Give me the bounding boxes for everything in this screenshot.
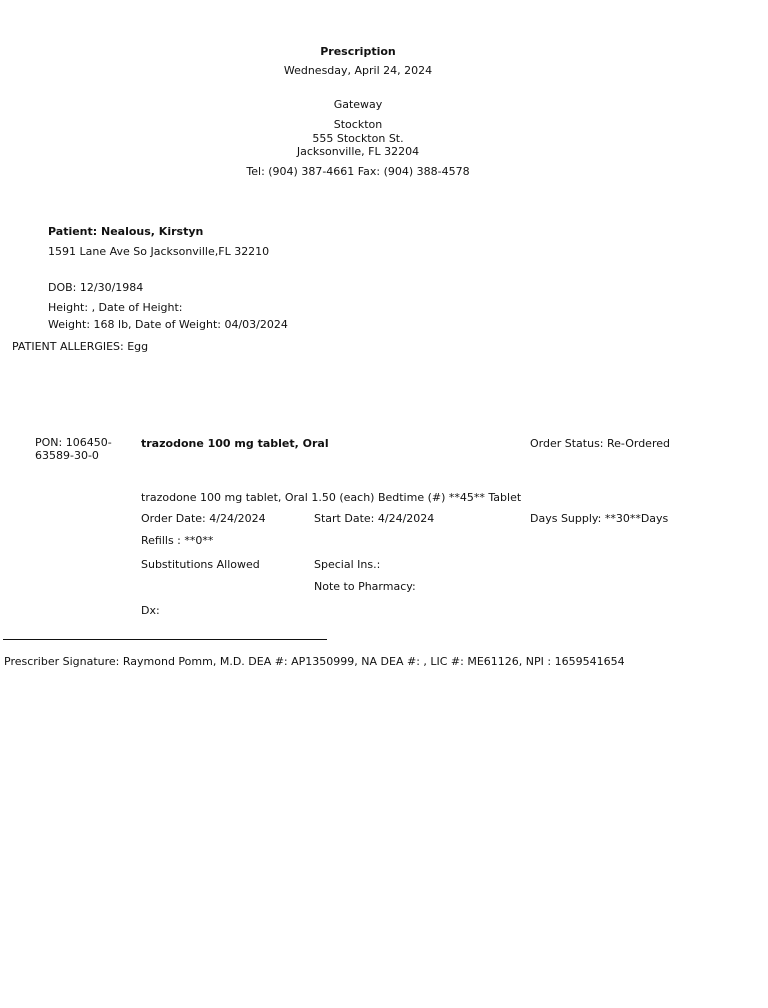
drug-sig: trazodone 100 mg tablet, Oral 1.50 (each) Bedtime (#) **45** Tablet — [141, 491, 522, 504]
patient-name: Patient: Nealous, Kirstyn — [48, 225, 204, 238]
city-state-zip: Jacksonville, FL 32204 — [296, 145, 420, 158]
note-to-pharmacy: Note to Pharmacy: — [314, 580, 416, 593]
org-name: Gateway — [333, 98, 383, 111]
order-date: Order Date: 4/24/2024 — [141, 512, 266, 525]
page-title: Prescription — [320, 45, 396, 58]
patient-height: Height: , Date of Height: — [48, 301, 183, 314]
days-supply: Days Supply: **30**Days — [530, 512, 669, 525]
pon-number-line2: 63589-30-0 — [35, 449, 99, 462]
phone-fax: Tel: (904) 387-4661 Fax: (904) 388-4578 — [246, 165, 470, 178]
location-name: Stockton — [333, 118, 383, 131]
special-instructions: Special Ins.: — [314, 558, 381, 571]
pon-number-line1: PON: 106450- — [35, 436, 112, 449]
order-status: Order Status: Re-Ordered — [530, 437, 670, 450]
patient-allergies: PATIENT ALLERGIES: Egg — [12, 340, 149, 353]
prescription-date: Wednesday, April 24, 2024 — [283, 64, 433, 77]
refills: Refills : **0** — [141, 534, 214, 547]
diagnosis: Dx: — [141, 604, 160, 617]
patient-weight: Weight: 168 lb, Date of Weight: 04/03/2024 — [48, 318, 288, 331]
street-address: 555 Stockton St. — [312, 132, 404, 145]
prescriber-signature: Prescriber Signature: Raymond Pomm, M.D. DEA #: AP1350999, NA DEA #: , LIC #: ME61126, NPI : 1659541654 — [4, 655, 625, 668]
signature-line — [3, 639, 327, 640]
drug-title: trazodone 100 mg tablet, Oral — [141, 437, 329, 450]
patient-dob: DOB: 12/30/1984 — [48, 281, 144, 294]
patient-address: 1591 Lane Ave So Jacksonville,FL 32210 — [48, 245, 270, 258]
substitutions: Substitutions Allowed — [141, 558, 260, 571]
start-date: Start Date: 4/24/2024 — [314, 512, 435, 525]
